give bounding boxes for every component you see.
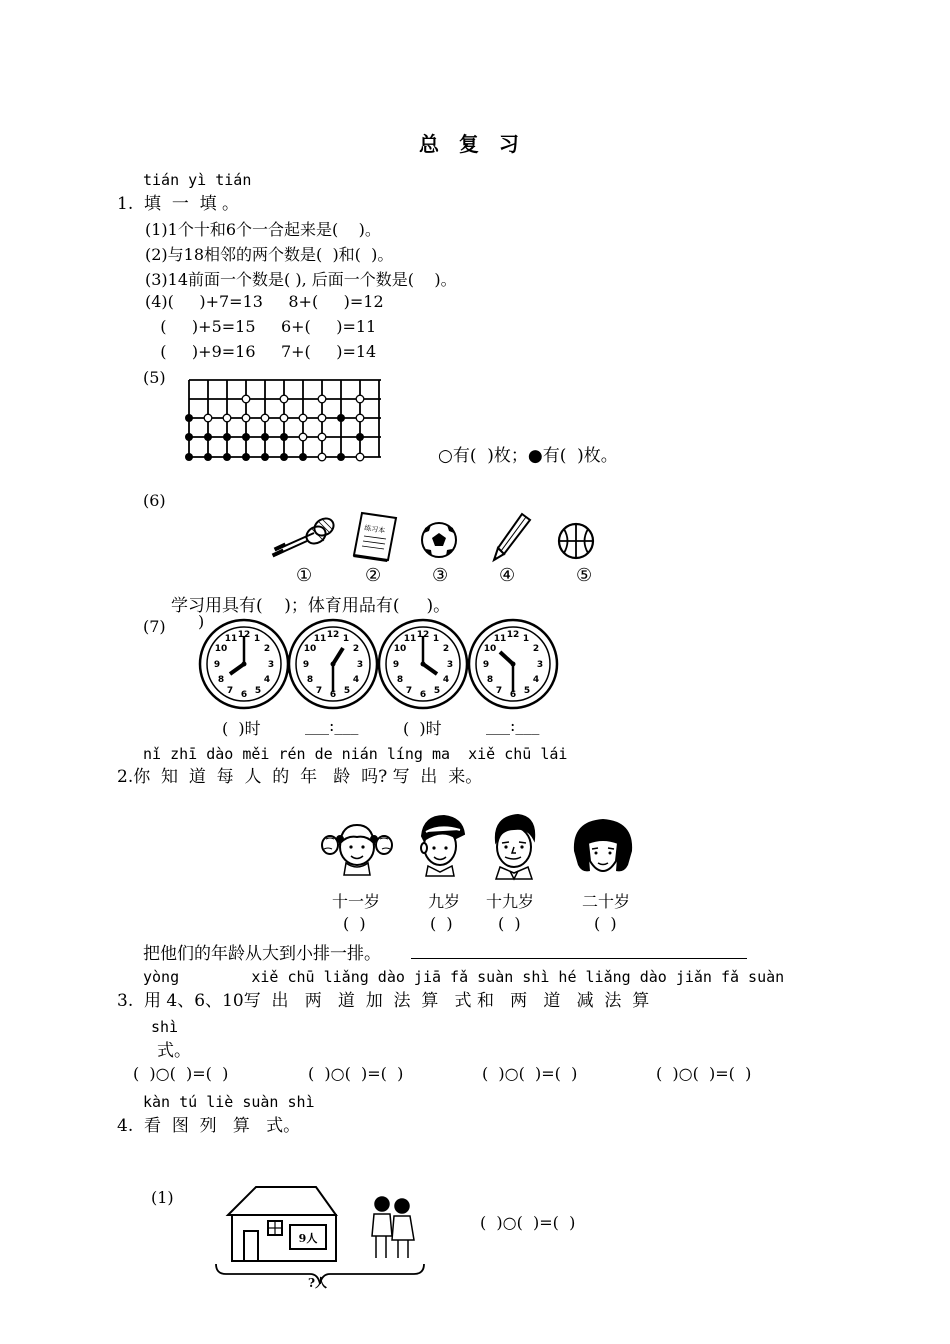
q3-pinyin-2: shì bbox=[151, 1018, 179, 1036]
clock-4 bbox=[467, 618, 559, 710]
age-label-1: 十一岁 bbox=[332, 892, 381, 911]
q1-part5-text: ○有( )枚；●有( )枚。 bbox=[438, 446, 618, 466]
item-number-5: ⑤ bbox=[576, 565, 593, 586]
clock-4-answer: ___:___ bbox=[486, 716, 540, 735]
q1-part3: (3)14前面一个数是( ), 后面一个数是( )。 bbox=[145, 270, 457, 289]
svg-text:9: 9 bbox=[482, 660, 490, 670]
q1-part1: (1)1个十和6个一合起来是( )。 bbox=[145, 220, 381, 239]
soccer-ball-icon bbox=[420, 521, 458, 559]
q2-heading: 2.你 知 道 每 人 的 年 龄 吗? 写 出 来。 bbox=[117, 767, 483, 787]
svg-text:6: 6 bbox=[509, 690, 517, 700]
age-label-2: 九岁 bbox=[428, 892, 461, 911]
item-number-4: ④ bbox=[499, 565, 516, 586]
q1-part4-row1: (4)( )+7=13 8+( )=12 bbox=[145, 292, 384, 311]
item-number-1: ① bbox=[296, 565, 313, 586]
total-people-label: ?人 bbox=[308, 1276, 328, 1290]
svg-text:10: 10 bbox=[303, 644, 317, 654]
q1-part7-mark: ) bbox=[198, 612, 205, 631]
clock-1-answer: ( )时 bbox=[222, 719, 261, 738]
age-blank-3: ( ) bbox=[498, 914, 521, 933]
house-people-label: 9人 bbox=[298, 1232, 318, 1245]
svg-text:4: 4 bbox=[263, 675, 271, 685]
svg-text:8: 8 bbox=[306, 675, 314, 685]
q1-part6-text: 学习用具有( )；体育用品有( )。 bbox=[171, 596, 451, 616]
svg-text:6: 6 bbox=[240, 690, 248, 700]
q1-pinyin: tián yì tián bbox=[143, 171, 252, 189]
q1-part4-row3: ( )+9=16 7+( )=14 bbox=[145, 342, 377, 361]
clock-2 bbox=[287, 618, 379, 710]
clock-1 bbox=[198, 618, 290, 710]
svg-text:6: 6 bbox=[419, 690, 427, 700]
item-number-2: ② bbox=[365, 565, 382, 586]
svg-text:11: 11 bbox=[493, 634, 507, 644]
svg-text:7: 7 bbox=[315, 686, 323, 696]
q1-part7-label: (7) bbox=[143, 617, 166, 636]
age-blank-4: ( ) bbox=[594, 914, 617, 933]
item-number-3: ③ bbox=[432, 565, 449, 586]
q1-heading: 1. 填 一 填 。 bbox=[117, 194, 240, 214]
svg-text:4: 4 bbox=[352, 675, 360, 685]
svg-text:9: 9 bbox=[392, 660, 400, 670]
svg-text:1: 1 bbox=[522, 634, 530, 644]
svg-text:7: 7 bbox=[405, 686, 413, 696]
svg-text:2: 2 bbox=[352, 644, 360, 654]
clock-3 bbox=[377, 618, 469, 710]
q3-equation-4: ( )○( )=( ) bbox=[656, 1064, 752, 1083]
exercise-book-icon bbox=[352, 510, 398, 562]
q1-part2: (2)与18相邻的两个数是( )和( )。 bbox=[145, 245, 394, 264]
svg-text:2: 2 bbox=[263, 644, 271, 654]
svg-text:3: 3 bbox=[356, 660, 364, 670]
age-label-4: 二十岁 bbox=[582, 892, 631, 911]
q3-heading-2: 式。 bbox=[157, 1041, 191, 1061]
age-label-3: 十九岁 bbox=[486, 892, 535, 911]
go-board-grid bbox=[185, 377, 385, 463]
svg-text:12: 12 bbox=[416, 630, 430, 640]
svg-text:9: 9 bbox=[302, 660, 310, 670]
q3-pinyin: yòng xiě chū liǎng dào jiā fǎ suàn shì hé liǎng dào jiǎn fǎ suàn bbox=[143, 968, 785, 986]
q4-heading: 4. 看 图 列 算 式。 bbox=[117, 1116, 301, 1136]
svg-text:8: 8 bbox=[486, 675, 494, 685]
pencil-icon bbox=[492, 512, 532, 562]
svg-text:1: 1 bbox=[342, 634, 350, 644]
page-title: 总 复 习 bbox=[419, 132, 521, 156]
svg-text:3: 3 bbox=[446, 660, 454, 670]
badminton-racket-icon bbox=[272, 515, 338, 557]
svg-text:12: 12 bbox=[326, 630, 340, 640]
age-blank-2: ( ) bbox=[430, 914, 453, 933]
svg-text:2: 2 bbox=[442, 644, 450, 654]
svg-text:3: 3 bbox=[267, 660, 275, 670]
svg-text:3: 3 bbox=[536, 660, 544, 670]
q4-equation: ( )○( )=( ) bbox=[480, 1213, 576, 1232]
svg-text:9: 9 bbox=[213, 660, 221, 670]
svg-text:6: 6 bbox=[329, 690, 337, 700]
svg-text:7: 7 bbox=[495, 686, 503, 696]
q1-part4-row2: ( )+5=15 6+( )=11 bbox=[145, 317, 377, 336]
q4-part1-label: (1) bbox=[151, 1188, 174, 1207]
clock-3-answer: ( )时 bbox=[403, 719, 442, 738]
svg-text:5: 5 bbox=[523, 686, 531, 696]
house-icon bbox=[214, 1183, 340, 1267]
woman-face-icon bbox=[570, 817, 636, 875]
q1-part5-label: (5) bbox=[143, 368, 166, 387]
svg-text:1: 1 bbox=[253, 634, 261, 644]
q3-equation-3: ( )○( )=( ) bbox=[482, 1064, 578, 1083]
svg-text:11: 11 bbox=[403, 634, 417, 644]
svg-text:11: 11 bbox=[224, 634, 238, 644]
svg-text:11: 11 bbox=[313, 634, 327, 644]
svg-text:4: 4 bbox=[532, 675, 540, 685]
svg-text:5: 5 bbox=[343, 686, 351, 696]
q2-answer-line bbox=[411, 958, 747, 959]
boy-with-cap-icon bbox=[416, 812, 468, 878]
q2-pinyin: nǐ zhī dào měi rén de nián líng ma xiě chū lái bbox=[143, 745, 568, 763]
svg-text:10: 10 bbox=[214, 644, 228, 654]
svg-text:10: 10 bbox=[393, 644, 407, 654]
young-man-face-icon bbox=[488, 811, 540, 879]
q1-part6-label: (6) bbox=[143, 491, 166, 510]
girl-face-icon bbox=[320, 815, 394, 877]
svg-text:7: 7 bbox=[226, 686, 234, 696]
age-blank-1: ( ) bbox=[343, 914, 366, 933]
q4-pinyin: kàn tú liè suàn shì bbox=[143, 1093, 315, 1111]
svg-text:5: 5 bbox=[254, 686, 262, 696]
children-icon bbox=[366, 1194, 422, 1262]
q3-equation-2: ( )○( )=( ) bbox=[308, 1064, 404, 1083]
svg-text:8: 8 bbox=[217, 675, 225, 685]
exercise-book-label: 练习本 bbox=[363, 524, 386, 535]
basketball-icon bbox=[557, 522, 595, 560]
svg-text:4: 4 bbox=[442, 675, 450, 685]
q3-equation-1: ( )○( )=( ) bbox=[133, 1064, 229, 1083]
q3-heading: 3. 用 4、6、10写 出 两 道 加 法 算 式 和 两 道 减 法 算 bbox=[117, 991, 650, 1011]
svg-text:12: 12 bbox=[237, 630, 251, 640]
svg-text:5: 5 bbox=[433, 686, 441, 696]
q2-sort-text: 把他们的年龄从大到小排一排。 bbox=[143, 944, 381, 964]
svg-text:2: 2 bbox=[532, 644, 540, 654]
clock-2-answer: ___:___ bbox=[305, 716, 359, 735]
svg-text:10: 10 bbox=[483, 644, 497, 654]
svg-text:1: 1 bbox=[432, 634, 440, 644]
svg-text:8: 8 bbox=[396, 675, 404, 685]
svg-text:12: 12 bbox=[506, 630, 520, 640]
